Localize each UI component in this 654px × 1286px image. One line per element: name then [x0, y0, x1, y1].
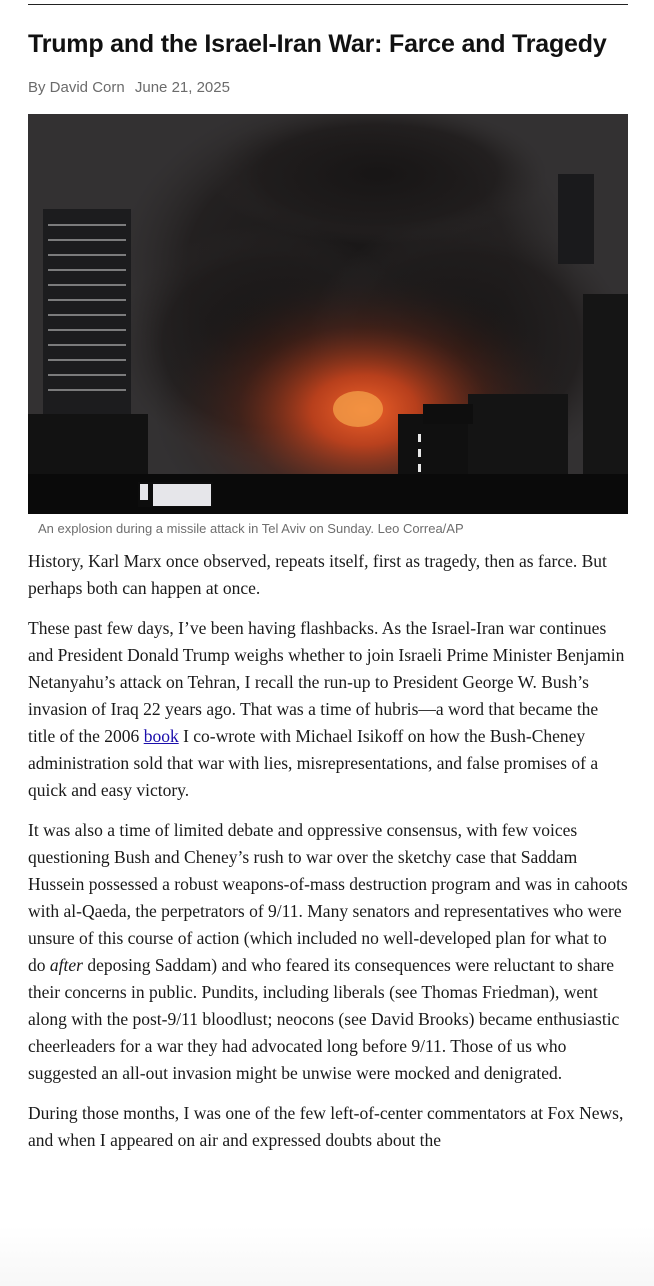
explosion-scene-image: [28, 114, 628, 514]
article-body: [28, 548, 628, 1154]
article-photo: [28, 114, 628, 514]
paragraph: These past few days, I’ve been having flashbacks. As the Israel-Iran war continues and President Donald Trump weighs whether to join Israeli Prime Minister Benjamin Netanyahu’s attack on Tehran, I recall the run-up to President George W. Bush’s invasion of Iraq 22 years ago. That was a time of hubris—a word that became the title of the 2006 book I co-wrote with Michael Isikoff on how the Bush-Cheney administration sold that war with lies, misrepresentations, and false promises of a quick and easy victory.: [28, 618, 625, 800]
top-divider: [28, 4, 628, 5]
photo-caption: An explosion during a missile attack in Tel Aviv on Sunday. Leo Correa/AP: [38, 521, 464, 536]
author[interactable]: By David Corn: [28, 79, 125, 96]
paragraph: History, Karl Marx once observed, repeats itself, first as tragedy, then as farce. But perhaps both can happen at once.: [28, 551, 607, 598]
book-link[interactable]: book: [143, 726, 179, 746]
article-title: Trump and the Israel-Iran War: Farce and Tragedy: [28, 30, 607, 58]
byline: [28, 79, 628, 99]
paragraph: It was also a time of limited debate and oppressive consensus, with few voices questioning Bush and Cheney’s rush to war over the sketchy case that Saddam Hussein possessed a robust weapons-of-mass destruction program and was in cahoots with al-Qaeda, the perpetrators of 9/11. Many senators and representatives who were unsure of this course of action (which included no well-developed plan for what to do after deposing Saddam) and who feared its consequences were reluctant to share their concerns in public. Pundits, including liberals (see Thomas Friedman), went along with the post-9/11 bloodlust; neocons (see David Brooks) became enthusiastic cheerleaders for a war they had advocated long before 9/11. Those of us who suggested an all-out invasion might be unwise were mocked and denigrated.: [28, 820, 628, 1083]
publish-date: June 21, 2025: [134, 79, 230, 96]
paragraph: During those months, I was one of the few left-of-center commentators at Fox News, and when I appeared on air and expressed doubts about the: [28, 1103, 624, 1150]
bottom-fade: [0, 1226, 654, 1286]
article: [28, 0, 628, 1154]
